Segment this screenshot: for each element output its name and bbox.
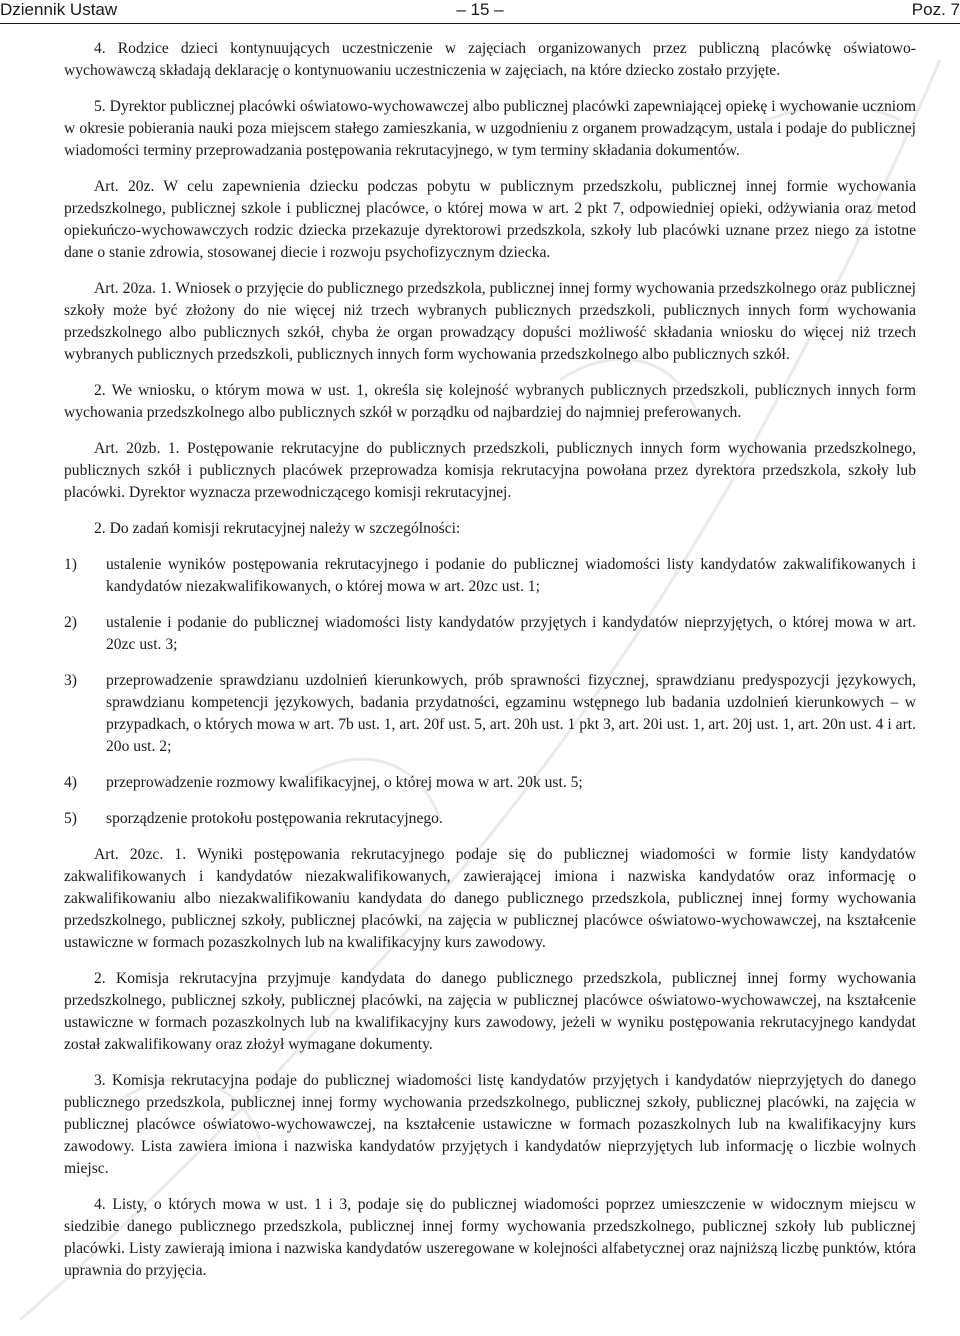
list-item-text: ustalenie i podanie do publicznej wiadomości listy kandydatów przyjętych i kandydatów nieprzyjętych, o której mowa w art. 20zc ust. 3;	[106, 614, 916, 653]
position-number: Poz. 7	[911, 0, 960, 19]
list-item-number: 1)	[64, 556, 77, 573]
document-body	[64, 38, 916, 1296]
list-item	[64, 612, 916, 656]
list-item	[64, 808, 916, 830]
page-number: – 15 –	[456, 0, 504, 19]
list-item-number: 4)	[64, 774, 77, 791]
list-item-number: 3)	[64, 672, 77, 689]
paragraph: Art. 20za. 1. Wniosek o przyjęcie do publicznego przedszkola, publicznej innej formy wychowania przedszkolnego oraz publicznej szkoły może być złożony do nie więcej niż trzech wybranych publicznych przedszkoli, publicznych innych form wychowania przedszkolnego albo publicznych szkół, chyba że organ prowadzący dopuści możliwość składania wniosku do więcej niż trzech wybranych publicznych przedszkoli, publicznych innych form wychowania przedszkolnego albo publicznych szkół.	[64, 280, 916, 363]
list-item-number: 2)	[64, 614, 77, 631]
list-item-text: przeprowadzenie sprawdzianu uzdolnień kierunkowych, prób sprawności fizycznej, sprawdzianu predyspozycji językowych, sprawdzianu kompetencji językowych, badania przydatności, egzaminu wstępnego lub badania uzdolnień kierunkowych – w przypadkach, o których mowa w art. 7b ust. 1, art. 20f ust. 5, art. 20h ust. 1 pkt 3, art. 20i ust. 1, art. 20j ust. 1, art. 20n ust. 4 i art. 20o ust. 2;	[106, 672, 916, 755]
list-item	[64, 554, 916, 598]
paragraph: 4. Rodzice dzieci kontynuujących uczestniczenie w zajęciach organizowanych przez publiczną placówkę oświatowo-wychowawczą składają deklarację o kontynuowaniu uczestniczenia w zajęciach, na które dziecko zostało przyjęte.	[64, 40, 916, 79]
paragraph: Art. 20z. W celu zapewnienia dziecku podczas pobytu w publicznym przedszkolu, publicznej innej formie wychowania przedszkolnego, publicznej szkole i publicznej placówce, o której mowa w art. 2 pkt 7, odpowiedniej opieki, odżywiania oraz metod opiekuńczo-wychowawczych rodzic dziecka przekazuje dyrektorowi przedszkola, szkoły lub placówki uznane przez niego za istotne dane o stanie zdrowia, stosowanej diecie i rozwoju psychofizycznym dziecka.	[64, 178, 916, 261]
header-divider	[0, 23, 960, 24]
publication-title: Dziennik Ustaw	[0, 0, 118, 19]
paragraph: Art. 20zc. 1. Wyniki postępowania rekrutacyjnego podaje się do publicznej wiadomości w formie listy kandydatów zakwalifikowanych i kandydatów niezakwalifikowanych, zawierającej imiona i nazwiska kandydatów oraz informację o zakwalifikowaniu albo niezakwalifikowaniu kandydata do danego publicznego przedszkola, publicznej innej formy wychowania przedszkolnego, publicznej szkoły, publicznej placówki, na zajęcia w publicznej placówce oświatowo-wychowawczej, na kształcenie ustawiczne w formach pozaszkolnych lub na kwalifikacyjny kurs zawodowy.	[64, 846, 916, 951]
list-item-text: sporządzenie protokołu postępowania rekrutacyjnego.	[106, 810, 443, 827]
paragraph: 2. Do zadań komisji rekrutacyjnej należy w szczególności:	[94, 520, 461, 537]
paragraph: 2. We wniosku, o którym mowa w ust. 1, określa się kolejność wybranych publicznych przedszkoli, publicznych innych form wychowania przedszkolnego albo publicznych szkół w porządku od najbardziej do najmniej preferowanych.	[64, 382, 916, 421]
paragraph: 2. Komisja rekrutacyjna przyjmuje kandydata do danego publicznego przedszkola, publicznej innej formy wychowania przedszkolnego, publicznej szkoły, publicznej placówki, na zajęcia w publicznej placówce oświatowo-wychowawczej, na kształcenie ustawiczne w formach pozaszkolnych lub na kwalifikacyjny kurs zawodowy, jeżeli w wyniku postępowania rekrutacyjnego kandydat został zakwalifikowany oraz złożył wymagane dokumenty.	[64, 970, 916, 1053]
list-item-text: ustalenie wyników postępowania rekrutacyjnego i podanie do publicznej wiadomości listy kandydatów zakwalifikowanych i kandydatów niezakwalifikowanych, o której mowa w art. 20zc ust. 1;	[106, 556, 916, 595]
list-item	[64, 670, 916, 758]
list-item-text: przeprowadzenie rozmowy kwalifikacyjnej, o której mowa w art. 20k ust. 5;	[106, 774, 583, 791]
page-header	[0, 0, 960, 22]
list-item	[64, 772, 916, 794]
paragraph: 3. Komisja rekrutacyjna podaje do publicznej wiadomości listę kandydatów przyjętych i kandydatów nieprzyjętych do danego publicznego przedszkola, publicznej innej formy wychowania przedszkolnego, publicznej szkoły, publicznej placówki, na zajęcia w publicznej placówce oświatowo-wychowawczej, na kształcenie ustawiczne w formach pozaszkolnych lub na kwalifikacyjny kurs zawodowy. Lista zawiera imiona i nazwiska kandydatów przyjętych i kandydatów nieprzyjętych lub informację o liczbie wolnych miejsc.	[64, 1072, 916, 1177]
paragraph: 4. Listy, o których mowa w ust. 1 i 3, podaje się do publicznej wiadomości poprzez umieszczenie w widocznym miejscu w siedzibie danego publicznego przedszkola, publicznej innej formy wychowania przedszkolnego, publicznej szkoły lub publicznej placówki. Listy zawierają imiona i nazwiska kandydatów uszeregowane w kolejności alfabetycznej oraz najniższą liczbę punktów, która uprawnia do przyjęcia.	[64, 1196, 916, 1279]
paragraph: 5. Dyrektor publicznej placówki oświatowo-wychowawczej albo publicznej placówki zapewniającej opiekę i wychowanie uczniom w okresie pobierania nauki poza miejscem stałego zamieszkania, w uzgodnieniu z organem prowadzącym, ustala i podaje do publicznej wiadomości terminy przeprowadzania postępowania rekrutacyjnego, w tym terminy składania dokumentów.	[64, 98, 916, 159]
list-item-number: 5)	[64, 810, 77, 827]
commission-tasks-list	[64, 554, 916, 830]
paragraph: Art. 20zb. 1. Postępowanie rekrutacyjne do publicznych przedszkoli, publicznych innych form wychowania przedszkolnego, publicznych szkół i publicznych placówek przeprowadza komisja rekrutacyjna powołana przez dyrektora przedszkola, szkoły lub placówki. Dyrektor wyznacza przewodniczącego komisji rekrutacyjnej.	[64, 440, 916, 501]
